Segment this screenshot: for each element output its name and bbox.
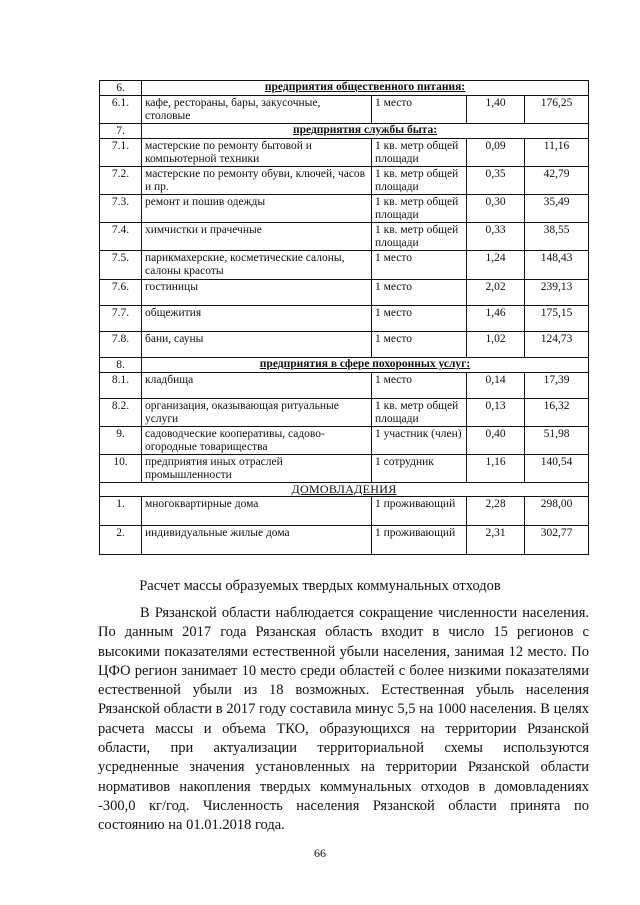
table-row-section bbox=[100, 81, 589, 96]
row-number: 10. bbox=[100, 455, 142, 483]
table-row bbox=[100, 251, 589, 280]
row-name: кафе, рестораны, бары, закусочные, столовые bbox=[142, 96, 372, 124]
row-name: бани, сауны bbox=[142, 332, 372, 358]
row-value-1: 0,14 bbox=[467, 373, 525, 399]
row-unit: 1 проживающий bbox=[372, 526, 467, 555]
row-number: 8. bbox=[100, 358, 142, 373]
row-name: предприятия иных отраслей промышленности bbox=[142, 455, 372, 483]
row-value-2: 302,77 bbox=[525, 526, 589, 555]
row-value-2: 148,43 bbox=[525, 251, 589, 280]
row-value-2: 140,54 bbox=[525, 455, 589, 483]
row-unit: 1 кв. метр общей площади bbox=[372, 139, 467, 167]
row-unit: 1 кв. метр общей площади bbox=[372, 167, 467, 195]
row-value-2: 35,49 bbox=[525, 195, 589, 223]
row-value-1: 1,40 bbox=[467, 96, 525, 124]
table-row bbox=[100, 96, 589, 124]
section-heading: Расчет массы образуемых твердых коммунальных отходов bbox=[139, 578, 501, 594]
row-value-1: 0,09 bbox=[467, 139, 525, 167]
row-unit: 1 место bbox=[372, 332, 467, 358]
table-row bbox=[100, 455, 589, 483]
row-value-1: 1,24 bbox=[467, 251, 525, 280]
row-value-2: 298,00 bbox=[525, 497, 589, 526]
section-title: предприятия службы быта: bbox=[142, 124, 589, 139]
body-paragraph: В Рязанской области наблюдается сокращение численности населения. По данным 2017 года Рязанская область входит в число 15 регионов с высокими показателями естественной убыли населения, занимая 12 место. По ЦФО регион занимает 10 место среди областей с более низкими показателями естественной убыли из 18 возможных. Естественная убыль населения Рязанской области в 2017 году составила минус 5,5 на 1000 населения. В целях расчета массы и объема ТКО, образующихся на территории Рязанской области, при актуализации территориальной схемы используются усредненные значения установленных на территории Рязанской области нормативов накопления твердых коммунальных отходов в домовладениях -300,0 кг/год. Численность населения Рязанской области принята по состоянию на 01.01.2018 года. bbox=[98, 605, 589, 834]
row-name: индивидуальные жилые дома bbox=[142, 526, 372, 555]
row-value-2: 17,39 bbox=[525, 373, 589, 399]
group-title: ДОМОВЛАДЕНИЯ bbox=[100, 483, 589, 497]
row-number: 7.5. bbox=[100, 251, 142, 280]
row-number: 1. bbox=[100, 497, 142, 526]
section-title: предприятия в сфере похоронных услуг: bbox=[142, 358, 589, 373]
row-value-1: 2,28 bbox=[467, 497, 525, 526]
table-row bbox=[100, 427, 589, 455]
table-row bbox=[100, 332, 589, 358]
row-number: 7.2. bbox=[100, 167, 142, 195]
row-number: 2. bbox=[100, 526, 142, 555]
row-unit: 1 кв. метр общей площади bbox=[372, 223, 467, 251]
row-name: гостиницы bbox=[142, 280, 372, 306]
row-value-2: 176,25 bbox=[525, 96, 589, 124]
row-unit: 1 место bbox=[372, 373, 467, 399]
row-name: мастерские по ремонту обуви, ключей, часов и пр. bbox=[142, 167, 372, 195]
row-number: 7. bbox=[100, 124, 142, 139]
row-name: химчистки и прачечные bbox=[142, 223, 372, 251]
row-value-2: 11,16 bbox=[525, 139, 589, 167]
row-value-2: 124,73 bbox=[525, 332, 589, 358]
row-number: 7.6. bbox=[100, 280, 142, 306]
table-row bbox=[100, 373, 589, 399]
table-row-section bbox=[100, 358, 589, 373]
row-name: общежития bbox=[142, 306, 372, 332]
row-number: 7.4. bbox=[100, 223, 142, 251]
row-value-1: 0,40 bbox=[467, 427, 525, 455]
table-row bbox=[100, 399, 589, 427]
row-value-2: 51,98 bbox=[525, 427, 589, 455]
row-value-1: 0,30 bbox=[467, 195, 525, 223]
row-unit: 1 сотрудник bbox=[372, 455, 467, 483]
waste-norms-table bbox=[99, 80, 589, 555]
row-number: 7.8. bbox=[100, 332, 142, 358]
row-value-2: 175,15 bbox=[525, 306, 589, 332]
row-value-2: 239,13 bbox=[525, 280, 589, 306]
table-row bbox=[100, 167, 589, 195]
row-unit: 1 кв. метр общей площади bbox=[372, 195, 467, 223]
row-name: мастерские по ремонту бытовой и компьютерной техники bbox=[142, 139, 372, 167]
table-row-section bbox=[100, 124, 589, 139]
row-value-1: 0,13 bbox=[467, 399, 525, 427]
row-unit: 1 место bbox=[372, 251, 467, 280]
row-unit: 1 проживающий bbox=[372, 497, 467, 526]
row-name: многоквартирные дома bbox=[142, 497, 372, 526]
row-value-1: 1,16 bbox=[467, 455, 525, 483]
row-value-1: 1,46 bbox=[467, 306, 525, 332]
row-number: 7.1. bbox=[100, 139, 142, 167]
row-value-1: 2,31 bbox=[467, 526, 525, 555]
table-row bbox=[100, 306, 589, 332]
row-name: садоводческие кооперативы, садово-огородные товарищества bbox=[142, 427, 372, 455]
section-title: предприятия общественного питания: bbox=[142, 81, 589, 96]
row-number: 7.7. bbox=[100, 306, 142, 332]
row-name: парикмахерские, косметические салоны, салоны красоты bbox=[142, 251, 372, 280]
table-row bbox=[100, 139, 589, 167]
table-row bbox=[100, 223, 589, 251]
row-name: организация, оказывающая ритуальные услуги bbox=[142, 399, 372, 427]
row-unit: 1 место bbox=[372, 280, 467, 306]
row-value-2: 38,55 bbox=[525, 223, 589, 251]
table-row bbox=[100, 280, 589, 306]
row-value-1: 0,35 bbox=[467, 167, 525, 195]
row-value-1: 0,33 bbox=[467, 223, 525, 251]
row-unit: 1 кв. метр общей площади bbox=[372, 399, 467, 427]
row-number: 6.1. bbox=[100, 96, 142, 124]
row-number: 8.1. bbox=[100, 373, 142, 399]
table-row bbox=[100, 195, 589, 223]
row-value-2: 16,32 bbox=[525, 399, 589, 427]
row-name: кладбища bbox=[142, 373, 372, 399]
row-name: ремонт и пошив одежды bbox=[142, 195, 372, 223]
table-row-group bbox=[100, 483, 589, 497]
row-unit: 1 участник (член) bbox=[372, 427, 467, 455]
table-row bbox=[100, 497, 589, 526]
row-number: 9. bbox=[100, 427, 142, 455]
row-value-1: 1,02 bbox=[467, 332, 525, 358]
row-number: 7.3. bbox=[100, 195, 142, 223]
row-unit: 1 место bbox=[372, 96, 467, 124]
table-row bbox=[100, 526, 589, 555]
row-number: 6. bbox=[100, 81, 142, 96]
row-value-2: 42,79 bbox=[525, 167, 589, 195]
row-number: 8.2. bbox=[100, 399, 142, 427]
page-number: 66 bbox=[314, 846, 326, 860]
row-value-1: 2,02 bbox=[467, 280, 525, 306]
row-unit: 1 место bbox=[372, 306, 467, 332]
